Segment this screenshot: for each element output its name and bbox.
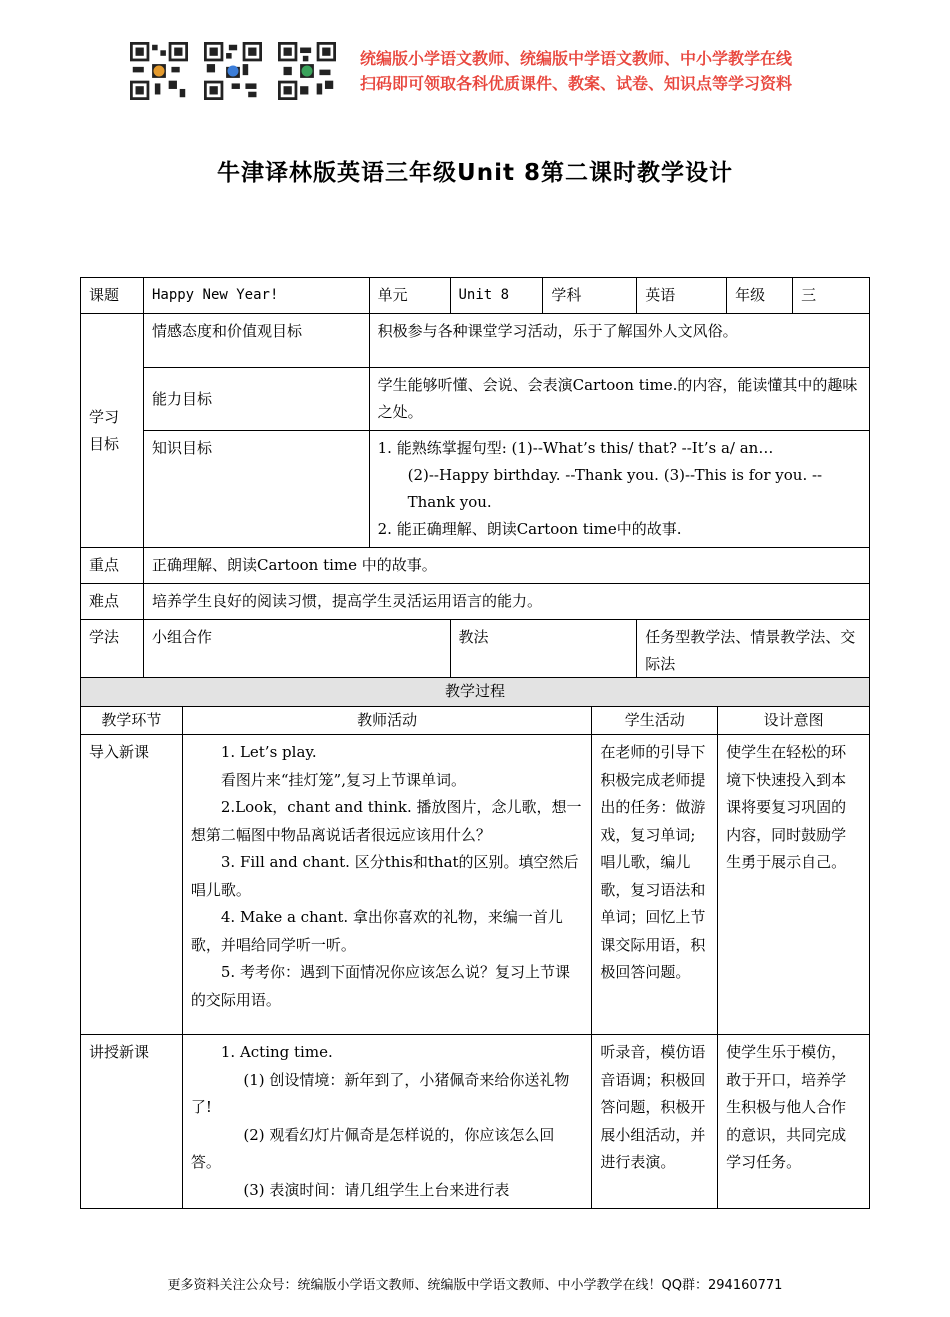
teacher-step: 1. Acting time. [220, 1043, 333, 1061]
subject-value: 英语 [637, 278, 727, 314]
stage-cell: 导入新课 [81, 735, 183, 1035]
grade-label: 年级 [727, 278, 793, 314]
teacher-step: 3. Fill and chant. 区分this和that的区别。填空然后唱儿歌。 [190, 853, 579, 899]
learning-method-value: 小组合作 [143, 620, 450, 683]
goal2-value: 学生能够听懂、会说、会表演Cartoon time.的内容，能读懂其中的趣味之处。 [369, 368, 869, 431]
unit-value: Unit 8 [450, 278, 543, 314]
column-header: 教学环节 [81, 706, 183, 735]
banner-line-1: 统编版小学语文教师、统编版中学语文教师、中小学教学在线 [360, 49, 793, 68]
teaching-method-label: 教法 [450, 620, 637, 683]
qr-code-icon [204, 42, 262, 100]
goal2-label: 能力目标 [143, 368, 369, 431]
goal3-value [369, 431, 869, 548]
page-title: 牛津译林版英语三年级Unit 8第二课时教学设计 [217, 160, 733, 186]
goal1-label: 情感态度和价值观目标 [143, 314, 369, 368]
design-purpose-cell: 使学生在轻松的环境下快速投入到本课将要复习巩固的内容，同时鼓励学生勇于展示自己。 [718, 735, 870, 1035]
qr-code-icon [130, 42, 188, 100]
teacher-step: (3) 表演时间：请几组学生上台来进行表 [243, 1180, 510, 1199]
key-value: 正确理解、朗读Cartoon time 中的故事。 [143, 548, 869, 584]
table-row [81, 1035, 870, 1209]
promo-banner [360, 46, 792, 96]
lesson-info-table [80, 277, 870, 683]
student-activity-cell: 在老师的引导下积极完成老师提出的任务：做游戏，复习单词; 唱儿歌，编儿歌，复习语法和单词；回忆上节课交际用语，积极回答问题。 [592, 735, 718, 1035]
teaching-process-table [80, 677, 870, 1209]
footer-note: 更多资料关注公众号：统编版小学语文教师、统编版中学语文教师、中小学教学在线！QQ群：294160771 [167, 1278, 783, 1293]
goals-label: 学习目标 [81, 314, 144, 548]
topic-value: Happy New Year! [143, 278, 369, 314]
stage-cell: 讲授新课 [81, 1035, 183, 1209]
student-activity-cell: 听录音，模仿语音语调；积极回答问题，积极开展小组活动，并进行表演。 [592, 1035, 718, 1209]
process-header: 教学过程 [81, 678, 870, 707]
difficulty-value: 培养学生良好的阅读习惯，提高学生灵活运用语言的能力。 [143, 584, 869, 620]
teacher-activity-cell [182, 1035, 591, 1209]
goal3-item-2: 2. 能正确理解、朗读Cartoon time中的故事. [377, 520, 682, 538]
goal3-item-1: 1. 能熟练掌握句型: (1)--What’s this/ that? --It’s a/ an… [377, 439, 774, 457]
column-header: 教师活动 [182, 706, 591, 735]
teacher-step: 5. 考考你：遇到下面情况你应该怎么说？复习上节课的交际用语。 [190, 963, 570, 1009]
teacher-step: 2.Look，chant and think. 播放图片，念儿歌，想一想第二幅图中物品离说话者很远应该用什么？ [190, 798, 582, 844]
teacher-step: (1) 创设情境：新年到了，小猪佩奇来给你送礼物了! [190, 1070, 570, 1116]
banner-line-2: 扫码即可领取各科优质课件、教案、试卷、知识点等学习资料 [360, 74, 793, 93]
teaching-method-value: 任务型教学法、情景教学法、交际法 [637, 620, 870, 683]
teacher-step: (2) 观看幻灯片佩奇是怎样说的，你应该怎么回答。 [190, 1125, 555, 1171]
subject-label: 学科 [543, 278, 637, 314]
teacher-step: 1. Let’s play. [220, 743, 317, 761]
unit-label: 单元 [369, 278, 450, 314]
difficulty-label: 难点 [81, 584, 144, 620]
table-row [81, 735, 870, 1035]
teacher-activity-cell [182, 735, 591, 1035]
key-label: 重点 [81, 548, 144, 584]
learning-method-label: 学法 [81, 620, 144, 683]
teacher-step: 看图片来“挂灯笼”,复习上节课单词。 [220, 770, 466, 789]
goal3-item-1-cont: (2)--Happy birthday. --Thank you. (3)--This is for you. --Thank you. [407, 466, 823, 511]
grade-value: 三 [793, 278, 870, 314]
qr-code-icon [278, 42, 336, 100]
column-header: 学生活动 [592, 706, 718, 735]
goal1-value: 积极参与各种课堂学习活动，乐于了解国外人文风俗。 [369, 314, 869, 368]
teacher-step: 4. Make a chant. 拿出你喜欢的礼物，来编一首儿歌，并唱给同学听一听。 [190, 908, 563, 954]
goal3-label: 知识目标 [143, 431, 369, 548]
design-purpose-cell: 使学生乐于模仿，敢于开口，培养学生积极与他人合作的意识，共同完成学习任务。 [718, 1035, 870, 1209]
column-header: 设计意图 [718, 706, 870, 735]
topic-label: 课题 [81, 278, 144, 314]
